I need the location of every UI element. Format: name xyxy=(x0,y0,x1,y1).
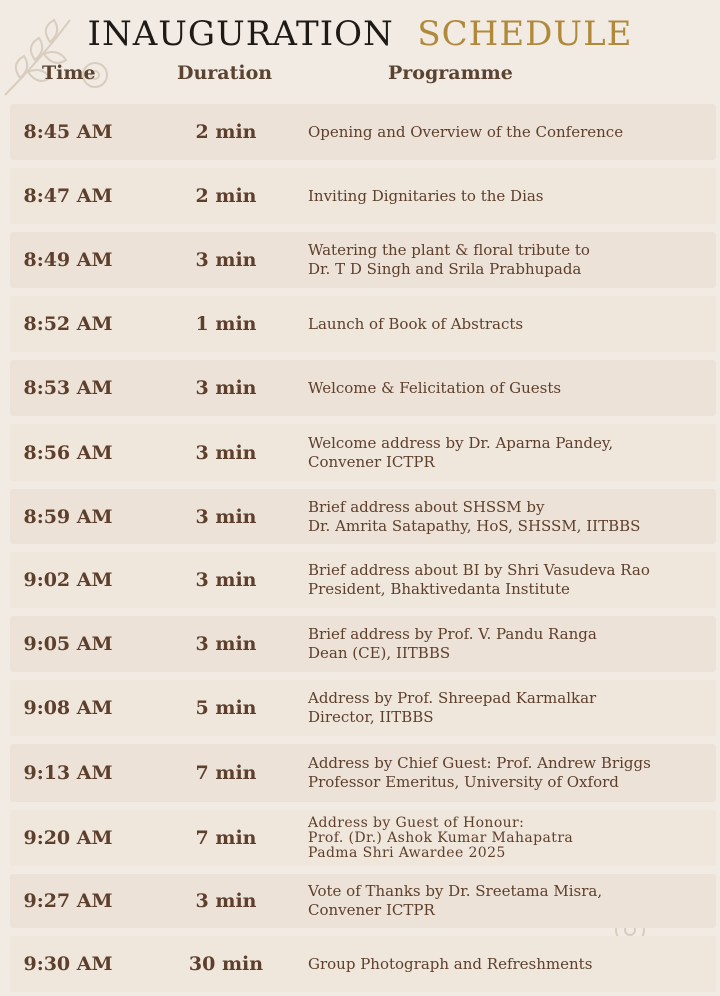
programme-line: Welcome address by Dr. Aparna Pandey, xyxy=(308,433,614,452)
time-cell: 9:08 AM xyxy=(23,697,113,719)
programme-line: Prof. (Dr.) Ashok Kumar Mahapatra xyxy=(308,829,574,846)
programme-line: Address by Prof. Shreepad Karmalkar xyxy=(308,689,597,707)
schedule-row xyxy=(0,356,720,420)
programme-line: Dr. T D Singh and Srila Prabhupada xyxy=(308,260,582,278)
programme-cell xyxy=(308,485,713,548)
time-cell: 8:53 AM xyxy=(23,377,113,399)
time-cell: 9:05 AM xyxy=(23,633,113,655)
duration-cell: 7 min xyxy=(195,827,257,849)
programme-cell xyxy=(308,548,713,612)
programme-line: Dean (CE), IITBBS xyxy=(308,644,451,662)
schedule-row xyxy=(0,740,720,806)
programme-line: Director, IITBBS xyxy=(308,708,434,726)
schedule-row xyxy=(0,806,720,870)
duration-cell: 3 min xyxy=(195,249,257,271)
schedule-row xyxy=(0,420,720,485)
duration-cell: 3 min xyxy=(195,441,257,464)
schedule-row xyxy=(0,548,720,612)
programme-line: Group Photograph and Refreshments xyxy=(308,954,593,973)
time-cell: 8:52 AM xyxy=(23,313,113,335)
time-cell: 8:45 AM xyxy=(23,121,113,143)
time-cell: 9:27 AM xyxy=(23,890,113,912)
duration-cell: 3 min xyxy=(195,505,257,528)
programme-cell xyxy=(308,228,713,292)
programme-cell xyxy=(308,292,713,356)
programme-line: Welcome & Felicitation of Guests xyxy=(308,378,562,397)
schedule-row xyxy=(0,932,720,996)
programme-cell xyxy=(308,806,713,870)
time-cell: 8:59 AM xyxy=(23,505,113,528)
programme-cell xyxy=(308,356,713,420)
programme-line: Brief address about BI by Shri Vasudeva Rao xyxy=(308,561,650,579)
programme-cell xyxy=(308,420,713,485)
schedule-row xyxy=(0,485,720,548)
programme-cell xyxy=(308,676,713,740)
time-cell: 9:02 AM xyxy=(23,569,113,591)
programme-line: Professor Emeritus, University of Oxford xyxy=(308,773,619,791)
duration-cell: 3 min xyxy=(195,633,257,655)
programme-line: Brief address by Prof. V. Pandu Ranga xyxy=(308,625,597,643)
programme-line: Address by Chief Guest: Prof. Andrew Briggs xyxy=(308,754,651,772)
duration-cell: 1 min xyxy=(195,313,257,335)
programme-line: Watering the plant & floral tribute to xyxy=(308,241,590,259)
time-cell: 8:56 AM xyxy=(23,441,113,464)
schedule-row xyxy=(0,228,720,292)
time-cell: 9:20 AM xyxy=(23,827,113,849)
column-header-duration: Duration xyxy=(177,62,273,84)
programme-cell xyxy=(308,932,713,996)
duration-cell: 2 min xyxy=(195,185,257,207)
programme-cell xyxy=(308,870,713,932)
programme-line: Opening and Overview of the Conference xyxy=(308,122,624,141)
schedule-row xyxy=(0,870,720,932)
programme-cell xyxy=(308,612,713,676)
programme-line: Convener ICTPR xyxy=(308,452,435,471)
programme-line: President, Bhaktivedanta Institute xyxy=(308,580,570,598)
title-part-2: SCHEDULE xyxy=(417,14,633,54)
programme-line: Brief address about SHSSM by xyxy=(308,497,545,516)
programme-line: Launch of Book of Abstracts xyxy=(308,314,524,333)
duration-cell: 30 min xyxy=(188,953,264,975)
schedule-row xyxy=(0,292,720,356)
duration-cell: 3 min xyxy=(195,377,257,399)
duration-cell: 5 min xyxy=(195,697,257,719)
programme-line: Address by Guest of Honour: xyxy=(308,814,525,831)
title-part-1: INAUGURATION xyxy=(87,14,394,54)
schedule-row xyxy=(0,164,720,228)
time-cell: 9:30 AM xyxy=(23,953,113,975)
programme-line: Vote of Thanks by Dr. Sreetama Misra, xyxy=(308,882,603,900)
programme-line: Dr. Amrita Satapathy, HoS, SHSSM, IITBBS xyxy=(308,516,641,535)
time-cell: 8:47 AM xyxy=(23,185,113,207)
schedule-row xyxy=(0,612,720,676)
schedule-row xyxy=(0,676,720,740)
time-cell: 9:13 AM xyxy=(23,762,113,784)
time-cell: 8:49 AM xyxy=(23,249,113,271)
programme-line: Padma Shri Awardee 2025 xyxy=(308,844,506,861)
page-title xyxy=(0,14,720,54)
schedule-row xyxy=(0,100,720,164)
duration-cell: 3 min xyxy=(195,890,257,912)
column-header-time: Time xyxy=(42,62,96,84)
programme-cell xyxy=(308,740,713,806)
programme-line: Convener ICTPR xyxy=(308,901,435,919)
programme-line: Inviting Dignitaries to the Dias xyxy=(308,186,544,205)
duration-cell: 3 min xyxy=(195,569,257,591)
column-header-programme: Programme xyxy=(388,62,513,84)
duration-cell: 7 min xyxy=(195,762,257,784)
programme-cell xyxy=(308,100,713,164)
duration-cell: 2 min xyxy=(195,121,257,143)
programme-cell xyxy=(308,164,713,228)
